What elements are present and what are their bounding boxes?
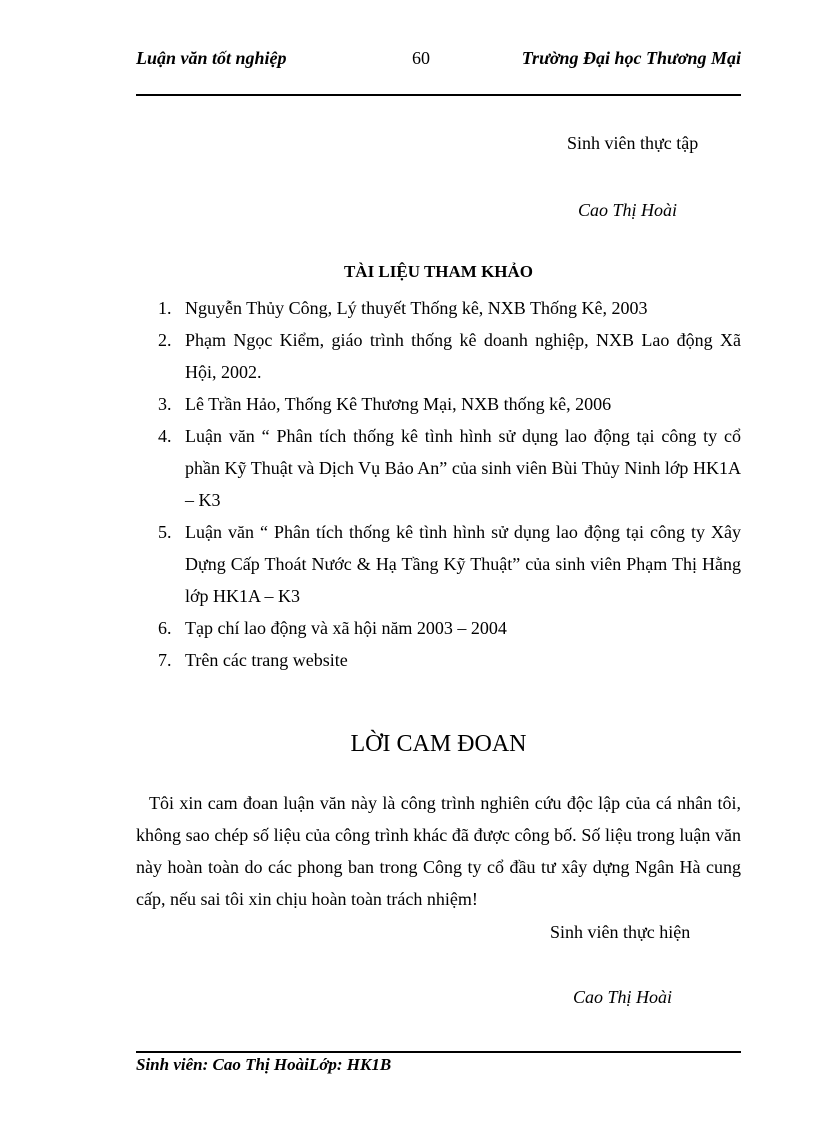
page-number: 60: [412, 48, 430, 68]
reference-text: Nguyễn Thủy Công, Lý thuyết Thống kê, NXB Thống Kê, 2003: [185, 298, 648, 318]
reference-text: Lê Trần Hảo, Thống Kê Thương Mại, NXB thống kê, 2006: [185, 394, 612, 414]
reference-number: 3.: [158, 394, 172, 414]
page-header: [136, 48, 741, 74]
reference-text: Luận văn “ Phân tích thống kê tình hình sử dụng lao động tại công ty cổ phần Kỹ Thuật và Dịch Vụ Bảo An” của sinh viên Bùi Thủy Ninh lớp HK1A – K3: [185, 426, 741, 510]
reference-number: 7.: [158, 650, 172, 670]
reference-number: 2.: [158, 330, 172, 350]
reference-text: Luận văn “ Phân tích thống kê tình hình sử dụng lao động tại công ty Xây Dựng Cấp Thoát Nước & Hạ Tầng Kỹ Thuật” của sinh viên Phạm Thị Hằng lớp HK1A – K3: [185, 522, 741, 606]
reference-item: [158, 324, 741, 388]
intern-signature-name: Cao Thị Hoài: [578, 200, 678, 220]
intern-signature-label: Sinh viên thực tập: [567, 133, 699, 153]
page-footer: Sinh viên: Cao Thị HoàiLớp: HK1B: [136, 1055, 392, 1074]
reference-number: 6.: [158, 618, 172, 638]
commitment-paragraph: Tôi xin cam đoan luận văn này là công trình nghiên cứu độc lập của cá nhân tôi, không sao chép số liệu của công trình khác đã được công bố. Số liệu trong luận văn này hoàn toàn do các phong ban trong Công ty cổ đầu tư xây dựng Ngân Hà cung cấp, nếu sai tôi xin chịu hoàn toàn trách nhiệm!: [136, 793, 741, 909]
footer-divider: [136, 1051, 741, 1053]
author-signature-label: Sinh viên thực hiện: [550, 922, 691, 942]
reference-item: [158, 612, 741, 644]
reference-number: 5.: [158, 522, 172, 542]
header-university: Trường Đại học Thương Mại: [521, 48, 741, 68]
reference-item: [158, 388, 741, 420]
commitment-heading: LỜI CAM ĐOAN: [350, 731, 527, 757]
reference-number: 1.: [158, 298, 172, 318]
reference-text: Phạm Ngọc Kiểm, giáo trình thống kê doanh nghiệp, NXB Lao động Xã Hội, 2002.: [185, 330, 741, 382]
references-list: [158, 292, 741, 676]
reference-number: 4.: [158, 426, 172, 446]
author-signature-name: Cao Thị Hoài: [573, 987, 673, 1007]
reference-text: Trên các trang website: [185, 650, 348, 670]
reference-item: [158, 292, 741, 324]
reference-item: [158, 420, 741, 516]
header-thesis-title: Luận văn tốt nghiệp: [136, 48, 287, 68]
reference-text: Tạp chí lao động và xã hội năm 2003 – 2004: [185, 618, 507, 638]
references-heading: TÀI LIỆU THAM KHẢO: [343, 262, 534, 281]
reference-item: [158, 516, 741, 612]
reference-item: [158, 644, 741, 676]
header-divider: [136, 94, 741, 96]
